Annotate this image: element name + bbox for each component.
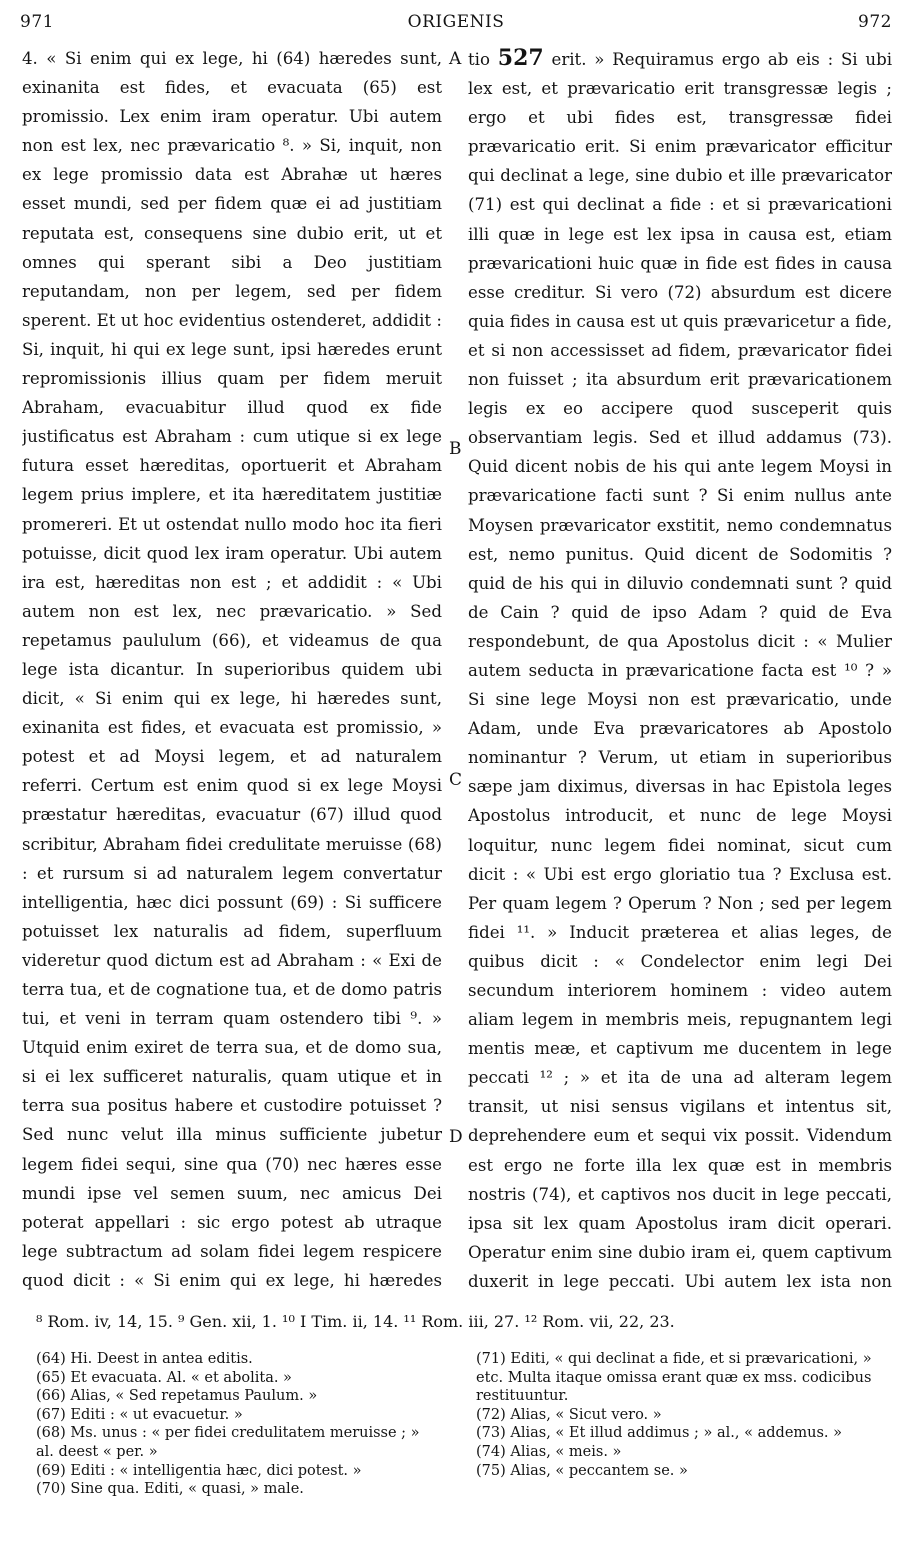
footnote: (66) Alias, « Sed repetamus Paulum. »	[36, 1388, 318, 1405]
margin-marker-c: C	[449, 770, 463, 790]
footnote: (67) Editi : « ut evacuetur. »	[36, 1406, 243, 1423]
margin-marker-b: B	[449, 439, 462, 459]
page-number-right: 972	[858, 12, 892, 32]
right-column-lead: tio	[468, 50, 490, 69]
footnote: (75) Alias, « peccantem se. »	[476, 1462, 688, 1479]
footnote: (65) Et evacuata. Al. « et abolita. »	[36, 1369, 292, 1386]
footnote: (71) Editi, « qui declinat a fide, et si prævaricationi, » etc. Multa itaque omissa erant quæ ex mss. codicibus restituuntur.	[476, 1351, 872, 1405]
page-number-left: 971	[20, 12, 54, 32]
footnote: (70) Sine qua. Editi, « quasi, » male.	[36, 1481, 304, 1498]
scripture-references: ⁸ Rom. iv, 14, 15. ⁹ Gen. xii, 1. ¹⁰ I Tim. ii, 14. ¹¹ Rom. iii, 27. ¹² Rom. vii, 22, 23.	[36, 1312, 675, 1331]
footnotes-left	[36, 1350, 436, 1500]
footnote: (68) Ms. unus : « per fidei credulitatem meruisse ; » al. deest « per. »	[36, 1425, 420, 1460]
column-number: 527	[497, 45, 544, 71]
footnote: (64) Hi. Deest in antea editis.	[36, 1351, 253, 1367]
margin-marker-a: A	[449, 49, 462, 69]
left-column-text: 4. « Si enim qui ex lege, hi (64) hæredes sunt, exinanita est fides, et evacuata (65) est promissio. Lex enim iram operatur. Ubi autem non est lex, nec prævaricatio ⁸. » Si, inquit, non ex lege promissio data est Abrahæ ut hæres esset mundi, sed per fidem quæ ei ad justitiam reputata est, consequens sine dubio erit, ut et omnes qui sperant sibi a Deo justitiam reputandam, non per legem, sed per fidem sperent. Et ut hoc evidentius ostenderet, addidit : Si, inquit, hi qui ex lege sunt, ipsi hæredes erunt repromissionis illius quam per fidem meruit Abraham, evacuabitur illud quod ex fide justificatus est Abraham : cum utique si ex lege futura esset hæreditas, oportuerit et Abraham legem prius implere, et ita hæreditatem justitiæ promereri. Et ut ostendat nullo modo hoc ita fieri potuisse, dicit quod lex iram operatur. Ubi autem ira est, hæreditas non est ; et addidit : « Ubi autem non est lex, nec prævaricatio. » Sed repetamus paululum (66), et videamus de qua lege ista dicantur. In superioribus quidem ubi dicit, « Si enim qui ex lege, hi hæredes sunt, exinanita est fides, et evacuata est promissio, » potest et ad Moysi legem, et ad naturalem referri. Certum est enim quod si ex lege Moysi præstatur hæreditas, evacuatur (67) illud quod scribitur, Abraham fidei credulitate meruisse (68) : et rursum si ad naturalem legem convertatur intelligentia, hæc dici possunt (69) : Si sufficere potuisset lex naturalis ad fidem, superfluum videretur quod dictum est ad Abraham : « Exi de terra tua, et de cognatione tua, et de domo patris tui, et veni in terram quam ostendero tibi ⁹. » Utquid enim exiret de terra sua, et de domo sua, si ei lex sufficeret naturalis, quam utique et in terra sua positus habere et custodire potuisset ? Sed nunc velut illa minus sufficiente jubetur legem fidei sequi, sine qua (70) nec hæres esse mundi ipse vel semen suum, nec amicus Dei poterat appellari : sic ergo potest ab utraque lege subtractum ad solam fidei legem respicere quod dicit : « Si enim qui ex lege, hi hæredes	[22, 49, 442, 1290]
footnote: (74) Alias, « meis. »	[476, 1443, 622, 1460]
left-text-column	[22, 44, 442, 1300]
footnote: (69) Editi : « intelligentia hæc, dici potest. »	[36, 1462, 362, 1479]
right-column-text: erit. » Requiramus ergo ab eis : Si ubi lex est, et prævaricatio erit transgressæ legis ; ergo et ubi fides est, transgressæ fidei prævaricatio erit. Si enim prævaricator efficitur qui declinat a lege, sine dubio et ille prævaricator (71) est qui declinat a fide : et si prævaricationi illi quæ in lege est lex ipsa in causa est, etiam prævaricationi huic quæ in fide est fides in causa esse creditur. Si vero (72) absurdum est dicere quia fides in causa est ut quis prævaricetur a fide, et si non accessisset ad fidem, prævaricator fidei non fuisset ; ita absurdum erit prævaricationem legis ex eo accipere quod susceperit quis observantiam legis. Sed et illud addamus (73). Quid dicent nobis de his qui ante legem Moysi in prævaricatione facti sunt ? Si enim nullus ante Moysen prævaricator exstitit, nemo condemnatus est, nemo punitus. Quid dicent de Sodomitis ? quid de his qui in diluvio condemnati sunt ? quid de Cain ? quid de ipso Adam ? quid de Eva respondebunt, de qua Apostolus dicit : « Mulier autem seducta in prævaricatione facta est ¹⁰ ? » Si sine lege Moysi non est prævaricatio, unde Adam, unde Eva prævaricatores ab Apostolo nominantur ? Verum, ut etiam in superioribus sæpe jam diximus, diversas in hac Epistola leges Apostolus introducit, et nunc de lege Moysi loquitur, nunc legem fidei nominat, sicut cum dicit : « Ubi est ergo gloriatio tua ? Exclusa est. Per quam legem ? Operum ? Non ; sed per legem fidei ¹¹. » Inducit præterea et alias leges, de quibus dicit : « Condelector enim legi Dei secundum interiorem hominem : video autem aliam legem in membris meis, repugnantem legi mentis meæ, et captivum me ducentem in lege peccati ¹² ; » et ita de una ad alteram legem transit, ut nisi sensus vigilans et intentus sit, deprehendere eum et sequi vix possit. Videndum est ergo ne forte illa lex quæ est in membris nostris (74), et captivos nos ducit in lege peccati, ipsa sit lex quam Apostolus iram dicit operari. Operatur enim sine dubio iram ei, quem captivum duxerit in lege peccati. Ubi autem lex ista non	[468, 50, 892, 1291]
footnote: (73) Alias, « Et illud addimus ; » al., « addemus. »	[476, 1425, 843, 1442]
page-header	[20, 12, 892, 40]
right-text-column	[468, 44, 892, 1300]
running-title: ORIGENIS	[407, 12, 505, 32]
footnote: (72) Alias, « Sicut vero. »	[476, 1406, 662, 1423]
margin-marker-d: D	[449, 1127, 463, 1147]
right-column-paragraph	[468, 44, 892, 1300]
footnotes-right	[476, 1350, 896, 1500]
